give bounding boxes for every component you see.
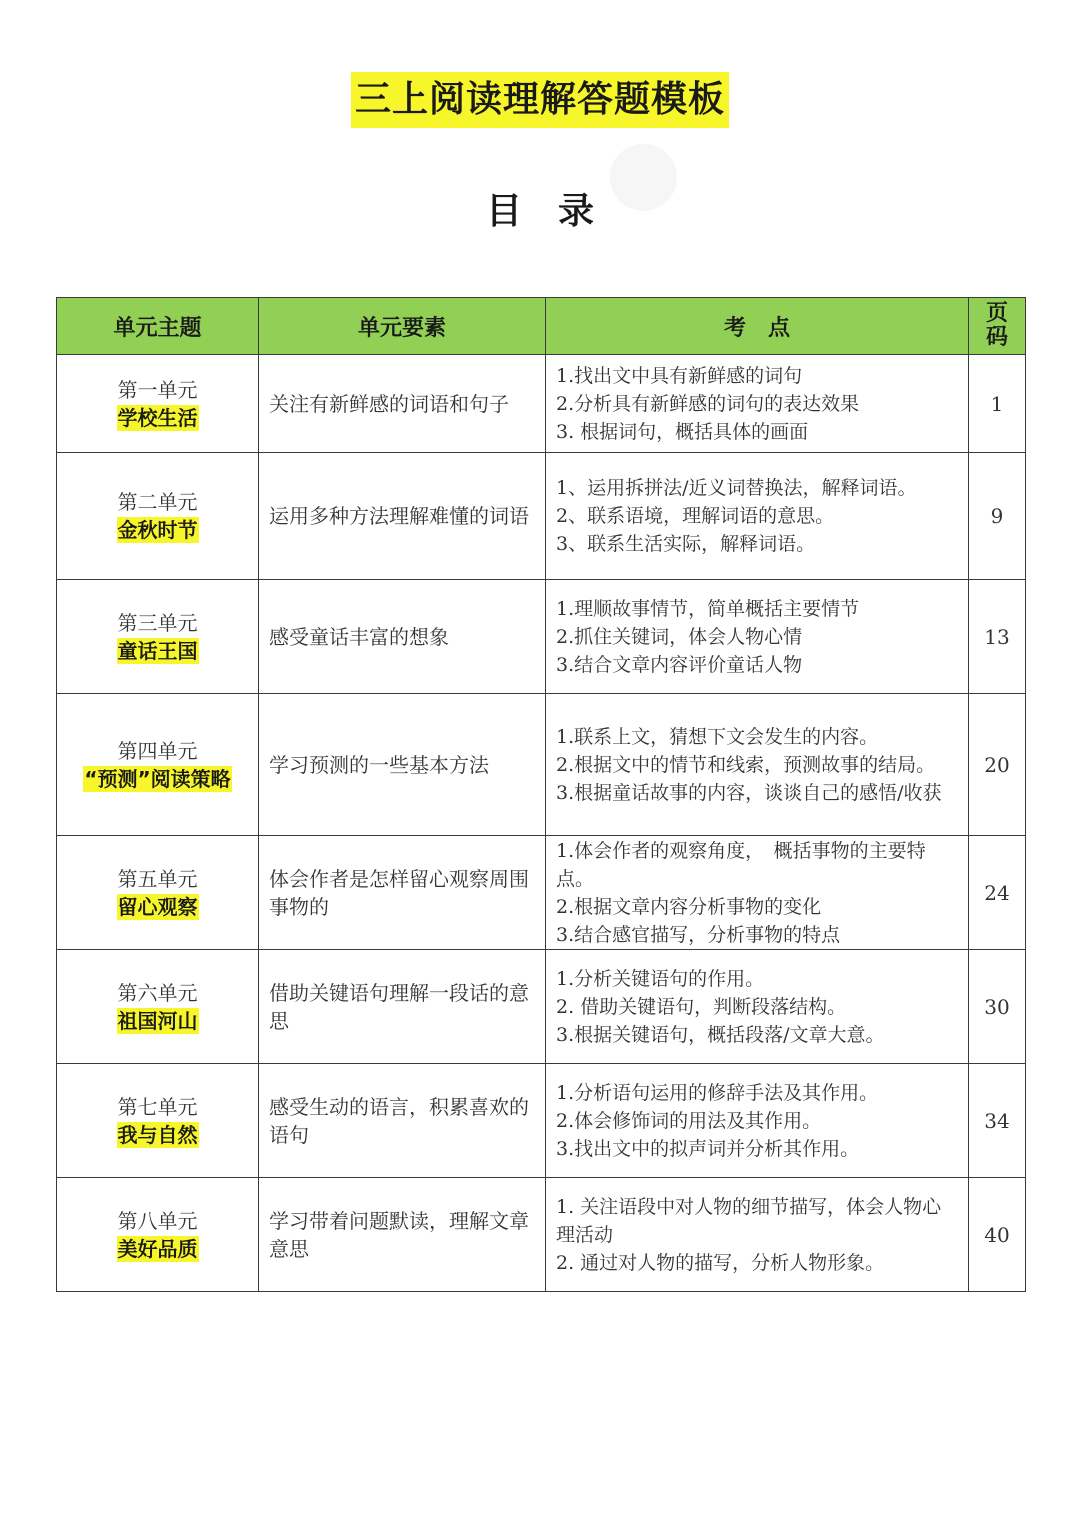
unit-element: 关注有新鲜感的词语和句子 [259, 355, 546, 453]
header-points: 考 点 [546, 298, 969, 355]
exam-points [546, 1178, 969, 1292]
unit-cell [57, 694, 259, 836]
unit-element: 学习带着问题默读，理解文章意思 [259, 1178, 546, 1292]
unit-cell [57, 1178, 259, 1292]
unit-number: 第二单元 [117, 490, 198, 514]
unit-element: 感受童话丰富的想象 [259, 580, 546, 694]
unit-element: 借助关键语句理解一段话的意思 [259, 950, 546, 1064]
unit-number: 第五单元 [117, 866, 198, 891]
exam-point: 1.分析关键语句的作用。 [556, 967, 765, 990]
table-row [57, 580, 1026, 694]
page-title: 三上阅读理解答题模板 [351, 72, 729, 128]
unit-element: 感受生动的语言，积累喜欢的语句 [259, 1064, 546, 1178]
unit-cell [57, 355, 259, 453]
page-number: 13 [969, 580, 1026, 694]
unit-number: 第八单元 [117, 1208, 198, 1233]
table-header-row [57, 298, 1026, 355]
unit-number: 第七单元 [117, 1094, 198, 1119]
exam-point: 1.联系上文，猜想下文会发生的内容。 [556, 725, 879, 748]
table-row [57, 1064, 1026, 1178]
page-number: 34 [969, 1064, 1026, 1178]
page-number: 20 [969, 694, 1026, 836]
exam-point: 1.体会作者的观察角度， 概括事物的主要特点。 [556, 839, 926, 890]
table-row [57, 1178, 1026, 1292]
unit-theme-highlight: 金秋时节 [117, 518, 198, 542]
unit-theme-highlight: “预测”阅读策略 [84, 766, 231, 791]
unit-cell [57, 453, 259, 580]
exam-point: 2. 借助关键语句，判断段落结构。 [556, 995, 847, 1018]
unit-theme-highlight: 我与自然 [117, 1122, 198, 1147]
unit-cell [57, 580, 259, 694]
exam-point: 3.根据童话故事的内容，谈谈自己的感悟/收获 [556, 781, 942, 804]
header-page [969, 298, 1026, 355]
exam-point: 2. 通过对人物的描写，分析人物形象。 [556, 1251, 885, 1274]
unit-element: 体会作者是怎样留心观察周围事物的 [259, 836, 546, 950]
unit-cell [57, 836, 259, 950]
unit-theme-highlight: 留心观察 [117, 894, 198, 919]
exam-points [546, 1064, 969, 1178]
table-row [57, 694, 1026, 836]
exam-point: 3.结合文章内容评价童话人物 [556, 653, 803, 676]
unit-number: 第六单元 [117, 980, 198, 1005]
exam-points [546, 950, 969, 1064]
exam-point: 1.分析语句运用的修辞手法及其作用。 [556, 1081, 879, 1104]
exam-point: 2.抓住关键词，体会人物心情 [556, 625, 803, 648]
exam-points [546, 694, 969, 836]
header-page-label: 页码 [986, 301, 1009, 350]
exam-point: 1.理顺故事情节，简单概括主要情节 [556, 597, 860, 620]
unit-number: 第四单元 [117, 738, 198, 763]
exam-point: 2.根据文中的情节和线索，预测故事的结局。 [556, 753, 936, 776]
unit-cell [57, 950, 259, 1064]
unit-theme-highlight: 学校生活 [117, 405, 198, 430]
exam-point: 3.根据关键语句，概括段落/文章大意。 [556, 1023, 885, 1046]
toc-heading: 目 录 [485, 191, 594, 232]
unit-element: 运用多种方法理解难懂的词语 [259, 453, 546, 580]
exam-point: 3.结合感官描写，分析事物的特点 [556, 923, 841, 946]
exam-point: 2.根据文章内容分析事物的变化 [556, 895, 822, 918]
exam-point: 2.体会修饰词的用法及其作用。 [556, 1109, 822, 1132]
header-element: 单元要素 [259, 298, 546, 355]
exam-point: 1.找出文中具有新鲜感的词句 [556, 364, 803, 387]
exam-points [546, 355, 969, 453]
exam-points [546, 453, 969, 580]
unit-cell [57, 1064, 259, 1178]
unit-number: 第三单元 [117, 610, 198, 635]
table-row [57, 453, 1026, 580]
header-theme: 单元主题 [57, 298, 259, 355]
table-row [57, 836, 1026, 950]
page-number: 40 [969, 1178, 1026, 1292]
exam-point: 3、联系生活实际，解释词语。 [556, 533, 816, 555]
table-row [57, 355, 1026, 453]
exam-point: 3.找出文中的拟声词并分析其作用。 [556, 1137, 860, 1160]
exam-points [546, 580, 969, 694]
page-number: 24 [969, 836, 1026, 950]
unit-theme-highlight: 童话王国 [117, 638, 198, 663]
exam-point: 2、联系语境，理解词语的意思。 [556, 505, 835, 527]
unit-theme-highlight: 美好品质 [117, 1236, 198, 1261]
unit-element: 学习预测的一些基本方法 [259, 694, 546, 836]
exam-point: 1. 关注语段中对人物的细节描写，体会人物心理活动 [556, 1195, 942, 1246]
page-number: 9 [969, 453, 1026, 580]
toc-body [57, 355, 1026, 1292]
unit-theme-highlight: 祖国河山 [117, 1008, 198, 1033]
title-wrap [0, 72, 1080, 128]
table-row [57, 950, 1026, 1064]
exam-point: 1、运用拆拼法/近义词替换法，解释词语。 [556, 477, 917, 499]
exam-points [546, 836, 969, 950]
page-number: 30 [969, 950, 1026, 1064]
exam-point: 3. 根据词句，概括具体的画面 [556, 420, 809, 443]
page-number: 1 [969, 355, 1026, 453]
toc-table [56, 297, 1026, 1292]
unit-number: 第一单元 [117, 377, 198, 402]
exam-point: 2.分析具有新鲜感的词句的表达效果 [556, 392, 860, 415]
